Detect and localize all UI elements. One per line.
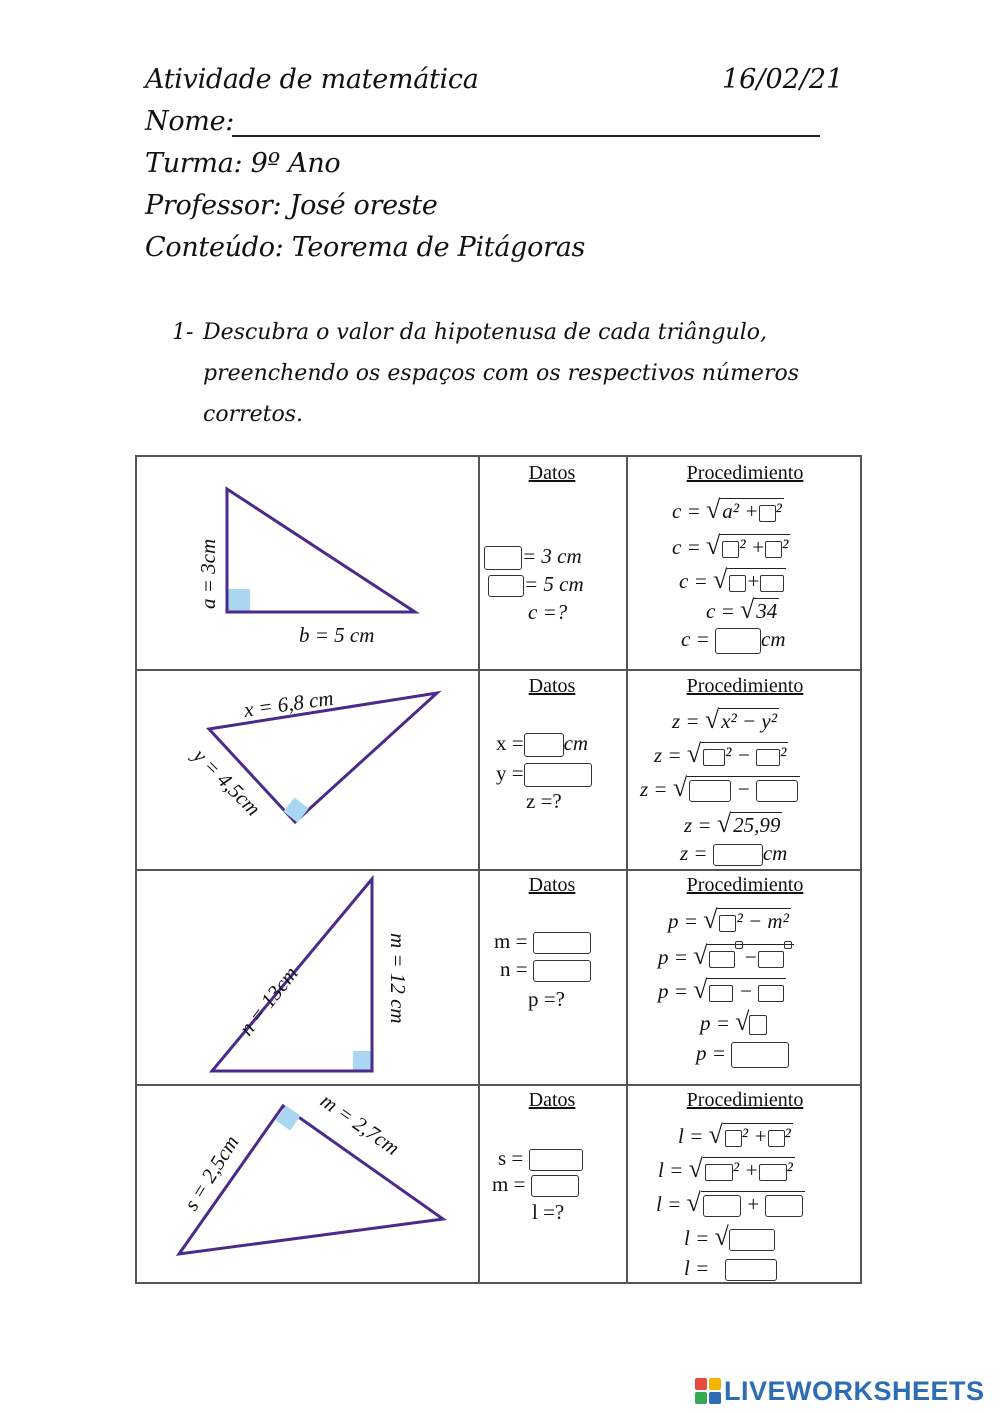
liveworksheets-logo[interactable]: [695, 1376, 985, 1407]
triangle-3: [137, 869, 477, 1084]
side-a-label: a = 3cm: [196, 538, 220, 609]
side-m-label: m = 2,7cm: [316, 1088, 405, 1161]
question-1: [172, 312, 822, 435]
triangle-2: [137, 669, 477, 869]
datos-value: = 5 cm: [524, 572, 584, 596]
proc-title: Procedimiento: [686, 874, 804, 896]
proc-step: c = √34: [706, 595, 778, 624]
input-y[interactable]: [524, 763, 592, 787]
datos-value: = 3 cm: [522, 544, 582, 568]
proc-3: [626, 869, 864, 1084]
proc-step: c = √ +: [679, 565, 786, 595]
datos-unknown: l =?: [532, 1200, 565, 1224]
input-box[interactable]: [768, 1130, 785, 1147]
proc-step: l = √ +: [656, 1188, 805, 1218]
answer-box[interactable]: [715, 628, 761, 654]
name-label: Nome:: [145, 106, 235, 137]
proc-title: Procedimiento: [686, 1089, 804, 1111]
proc-step: l = √: [684, 1222, 775, 1252]
input-box[interactable]: [719, 915, 736, 932]
right-angle-marker: [283, 797, 308, 822]
proc-step: c = cm: [681, 627, 786, 654]
proc-step: l =: [684, 1256, 777, 1281]
input-box[interactable]: [705, 1164, 733, 1181]
name-input-line[interactable]: [232, 135, 820, 137]
exercise-table: [135, 455, 862, 1284]
input-box[interactable]: [703, 749, 725, 766]
proc-4: [626, 1084, 864, 1284]
input-box[interactable]: [760, 575, 784, 592]
proc-step: p = √ −: [658, 975, 786, 1005]
input-b[interactable]: [488, 575, 524, 597]
input-box[interactable]: [709, 985, 733, 1002]
proc-step: z = √x² − y²: [672, 705, 778, 734]
brand-text: LIVEWORKSHEETS: [724, 1376, 985, 1406]
datos-4: s = m = l =?: [478, 1084, 626, 1284]
input-box[interactable]: [735, 941, 743, 949]
side-y-label: y = 4,5cm: [188, 743, 266, 821]
input-box[interactable]: [759, 1164, 787, 1181]
proc-1: [626, 457, 864, 669]
datos-1: [478, 457, 626, 669]
input-box[interactable]: [729, 1229, 775, 1251]
datos-unknown: c =?: [528, 600, 568, 624]
date: 16/02/21: [722, 64, 844, 95]
datos-unknown: z =?: [526, 789, 562, 813]
triangle-shape: [227, 489, 415, 612]
datos-3: m = n = p =?: [478, 869, 626, 1084]
input-x[interactable]: [524, 733, 564, 757]
datos-title: Datos: [528, 1089, 576, 1111]
input-box[interactable]: [784, 941, 792, 949]
input-a[interactable]: [484, 546, 522, 570]
input-m[interactable]: [533, 932, 591, 954]
datos-title: Datos: [528, 462, 576, 484]
activity-title: Atividade de matemática: [145, 64, 479, 95]
input-box[interactable]: [749, 1015, 767, 1035]
triangle-1: [137, 457, 477, 669]
content-label: Conteúdo: Teorema de Pitágoras: [145, 232, 586, 263]
input-box[interactable]: [722, 541, 739, 558]
input-box[interactable]: [765, 541, 782, 558]
question-number: 1-: [172, 320, 194, 345]
proc-step: l = √ ² + ²: [658, 1154, 793, 1183]
proc-step: z = cm: [680, 841, 788, 865]
side-b-label: b = 5 cm: [299, 623, 375, 647]
input-box[interactable]: [703, 1195, 741, 1217]
datos-title: Datos: [528, 675, 576, 697]
proc-step: z = √25,99: [684, 809, 781, 838]
input-box[interactable]: [759, 505, 776, 522]
proc-step: p = √: [700, 1007, 767, 1037]
proc-step: p =: [696, 1041, 789, 1068]
input-box[interactable]: [756, 749, 780, 766]
liveworksheets-icon: [695, 1378, 721, 1404]
proc-step: z = √ ² − ²: [654, 739, 787, 768]
side-n-label: n = 13cm: [234, 961, 303, 1041]
side-m-label: m = 12 cm: [386, 933, 410, 1024]
input-box[interactable]: [756, 780, 798, 802]
proc-title: Procedimiento: [686, 462, 804, 484]
proc-step: z = √ −: [640, 773, 800, 803]
datos-unknown: p =?: [528, 987, 565, 1011]
input-box[interactable]: [689, 780, 731, 802]
input-s[interactable]: [529, 1149, 583, 1171]
datos-2: x = cm y = z =?: [478, 669, 626, 869]
triangle-4: [137, 1084, 477, 1284]
right-angle-marker: [353, 1051, 373, 1071]
side-x-label: x = 6,8 cm: [242, 685, 335, 722]
input-n[interactable]: [533, 960, 591, 982]
proc-step: c = √a² + ²: [672, 495, 782, 524]
teacher-label: Professor: José oreste: [145, 190, 438, 221]
question-text: Descubra o valor da hipotenusa de cada triângulo, preenchendo os espaços com os respectivos números corretos.: [203, 320, 799, 427]
proc-step: c = √ ² + ²: [672, 531, 789, 560]
input-box[interactable]: [758, 985, 784, 1002]
answer-box[interactable]: [725, 1259, 777, 1281]
right-angle-marker: [227, 589, 250, 612]
input-m[interactable]: [531, 1175, 579, 1197]
answer-box[interactable]: [713, 844, 763, 866]
side-s-label: s = 2,5cm: [178, 1131, 244, 1215]
proc-step: p = √ ² − m²: [668, 905, 789, 934]
input-box[interactable]: [758, 951, 784, 968]
proc-step: l = √ ² + ²: [678, 1120, 791, 1149]
input-box[interactable]: [725, 1130, 742, 1147]
answer-box[interactable]: [731, 1042, 789, 1068]
proc-2: [626, 669, 864, 869]
datos-title: Datos: [528, 874, 576, 896]
input-box[interactable]: [729, 575, 746, 592]
input-box[interactable]: [709, 951, 735, 968]
input-box[interactable]: [765, 1195, 803, 1217]
class-label: Turma: 9º Ano: [145, 148, 341, 179]
proc-title: Procedimiento: [686, 675, 804, 697]
proc-step: p = √ −: [658, 941, 794, 971]
